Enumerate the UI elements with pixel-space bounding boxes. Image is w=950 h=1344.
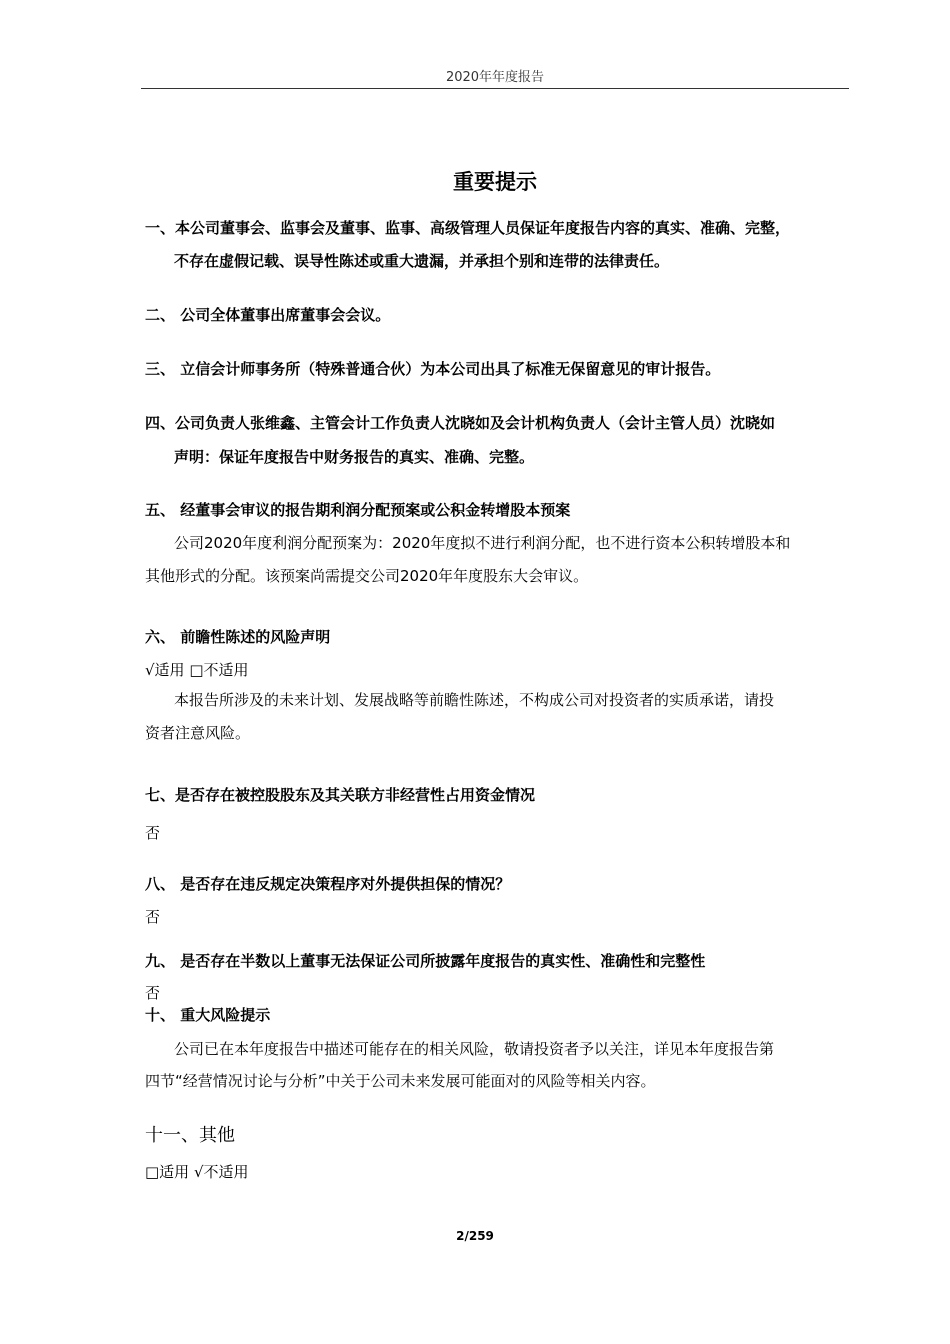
page-header: 2020年年度报告 — [445, 70, 545, 85]
item-11-applicability: □适用 √不适用 — [145, 1163, 249, 1181]
item-9-heading: 九、 是否存在半数以上董事无法保证公司所披露年度报告的真实性、准确性和完整性 — [145, 952, 706, 970]
item-10-para-line-1: 公司已在本年度报告中描述可能存在的相关风险，敬请投资者予以关注，详见本年度报告第 — [174, 1040, 775, 1058]
item-5-heading: 五、 经董事会审议的报告期利润分配预案或公积金转增股本预案 — [145, 501, 571, 519]
item-7-heading: 七、是否存在被控股股东及其关联方非经营性占用资金情况 — [145, 786, 536, 804]
item-11-heading: 十一、其他 — [145, 1125, 235, 1146]
item-9-answer: 否 — [145, 984, 161, 1002]
item-8-heading: 八、 是否存在违反规定决策程序对外提供担保的情况？ — [145, 875, 511, 893]
item-4-line-2: 声明：保证年度报告中财务报告的真实、准确、完整。 — [174, 448, 535, 466]
item-5-para-line-2: 其他形式的分配。该预案尚需提交公司2020年年度股东大会审议。 — [145, 567, 589, 585]
item-6-heading: 六、 前瞻性陈述的风险声明 — [145, 628, 331, 646]
item-7-answer: 否 — [145, 824, 161, 842]
item-5-para-line-1: 公司2020年度利润分配预案为：2020年度拟不进行利润分配，也不进行资本公积转增股本和 — [174, 534, 791, 552]
item-1-line-1: 一、本公司董事会、监事会及董事、监事、高级管理人员保证年度报告内容的真实、准确、完整， — [145, 219, 791, 237]
item-2: 二、 公司全体董事出席董事会会议。 — [145, 306, 391, 324]
item-1-line-2: 不存在虚假记载、误导性陈述或重大遗漏，并承担个别和连带的法律责任。 — [174, 252, 670, 270]
item-10-heading: 十、 重大风险提示 — [145, 1006, 271, 1024]
page-number: 2/259 — [456, 1229, 494, 1243]
item-6-para-line-2: 资者注意风险。 — [145, 724, 251, 742]
item-3: 三、 立信会计师事务所（特殊普通合伙）为本公司出具了标准无保留意见的审计报告。 — [145, 360, 721, 378]
page-title: 重要提示 — [453, 170, 537, 194]
item-6-applicability: √适用 □不适用 — [145, 661, 249, 679]
item-10-para-line-2: 四节“经营情况讨论与分析”中关于公司未来发展可能面对的风险等相关内容。 — [145, 1072, 656, 1090]
item-8-answer: 否 — [145, 908, 161, 926]
header-rule — [141, 88, 849, 89]
item-6-para-line-1: 本报告所涉及的未来计划、发展战略等前瞻性陈述，不构成公司对投资者的实质承诺，请投 — [174, 691, 775, 709]
item-4-line-1: 四、公司负责人张维鑫、主管会计工作负责人沈晓如及会计机构负责人（会计主管人员）沈晓如 — [145, 414, 776, 432]
